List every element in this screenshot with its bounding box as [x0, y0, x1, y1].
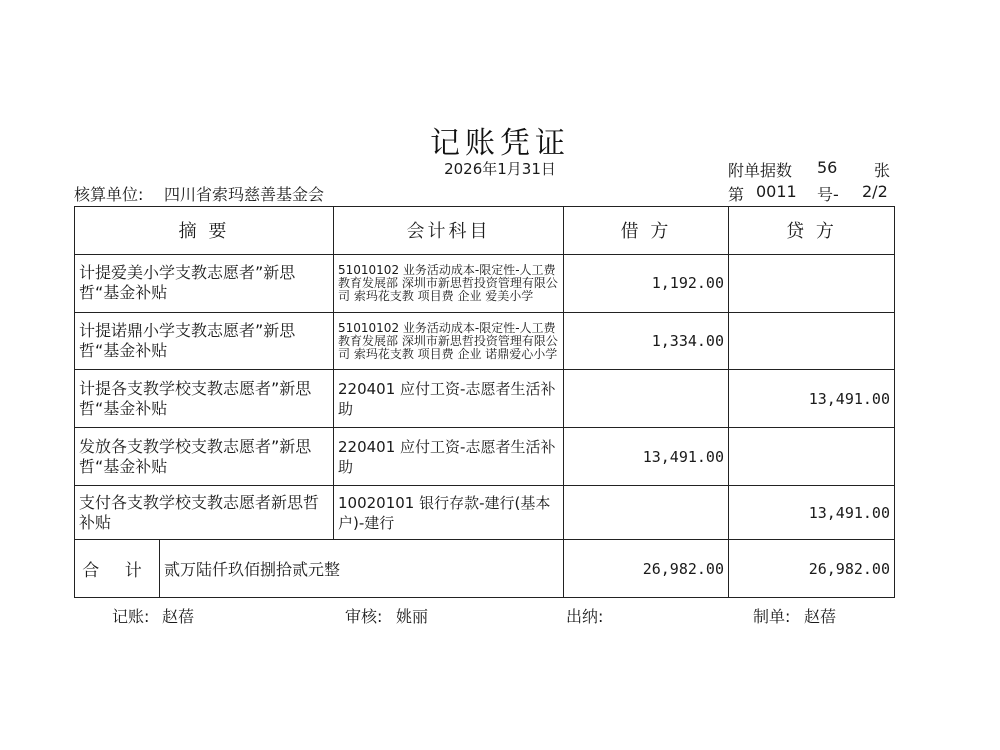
table-row	[75, 370, 895, 428]
preparer-label: 制单:	[753, 607, 791, 626]
page-number: 2/2	[862, 182, 888, 201]
row-summary: 计提各支教学校支教志愿者”新思哲“基金补贴	[75, 370, 334, 428]
header-debit: 借 方	[564, 207, 729, 255]
table-row	[75, 254, 895, 312]
voucher-date: 2026年1月31日	[444, 160, 556, 178]
row-account: 10020101 银行存款-建行(基本户)-建行	[334, 486, 564, 540]
voucher-table	[74, 206, 895, 598]
header-row	[75, 207, 895, 255]
total-cell	[75, 540, 564, 598]
attachments-unit: 张	[874, 161, 891, 180]
row-credit: 13,491.00	[729, 370, 895, 428]
row-credit	[729, 312, 895, 370]
attachments-count: 56	[817, 158, 838, 177]
total-row	[75, 540, 895, 598]
voucher-no-prefix: 第	[728, 185, 745, 204]
bookkeeper-label: 记账:	[112, 607, 150, 626]
row-summary: 计提爱美小学支教志愿者”新思哲“基金补贴	[75, 254, 334, 312]
table-row	[75, 428, 895, 486]
row-credit	[729, 254, 895, 312]
header-credit: 贷 方	[729, 207, 895, 255]
row-summary: 支付各支教学校支教志愿者新思哲补贴	[75, 486, 334, 540]
unit-label: 核算单位:	[74, 185, 144, 204]
reviewer-label: 审核:	[345, 607, 383, 626]
table-row	[75, 486, 895, 540]
row-summary: 发放各支教学校支教志愿者”新思哲“基金补贴	[75, 428, 334, 486]
row-debit: 1,192.00	[564, 254, 729, 312]
total-amount-words: 贰万陆仟玖佰捌拾贰元整	[164, 560, 341, 580]
cashier-label: 出纳:	[566, 607, 604, 626]
row-credit	[729, 428, 895, 486]
total-credit: 26,982.00	[729, 540, 895, 598]
row-debit: 1,334.00	[564, 312, 729, 370]
row-debit	[564, 370, 729, 428]
table-row	[75, 312, 895, 370]
voucher-number: 0011	[756, 182, 797, 201]
row-account: 220401 应付工资-志愿者生活补助	[334, 428, 564, 486]
row-summary: 计提诺鼎小学支教志愿者”新思哲“基金补贴	[75, 312, 334, 370]
row-account: 51010102 业务活动成本-限定性-人工费 教育发展部 深圳市新思哲投资管理有限公司 索玛花支教 项目费 企业 诺鼎爱心小学	[334, 312, 564, 370]
total-label: 合 计	[75, 540, 160, 597]
unit-name: 四川省索玛慈善基金会	[164, 185, 325, 204]
row-debit	[564, 486, 729, 540]
row-account: 220401 应付工资-志愿者生活补助	[334, 370, 564, 428]
reviewer-name: 姚丽	[396, 607, 429, 626]
total-debit: 26,982.00	[564, 540, 729, 598]
voucher-no-suffix: 号-	[817, 185, 839, 204]
row-debit: 13,491.00	[564, 428, 729, 486]
attachments-label: 附单据数	[728, 161, 793, 180]
voucher-title: 记账凭证	[430, 126, 570, 161]
header-summary: 摘 要	[75, 207, 334, 255]
header-account: 会计科目	[334, 207, 564, 255]
bookkeeper-name: 赵蓓	[162, 607, 195, 626]
preparer-name: 赵蓓	[804, 607, 837, 626]
row-account: 51010102 业务活动成本-限定性-人工费 教育发展部 深圳市新思哲投资管理有限公司 索玛花支教 项目费 企业 爱美小学	[334, 254, 564, 312]
row-credit: 13,491.00	[729, 486, 895, 540]
